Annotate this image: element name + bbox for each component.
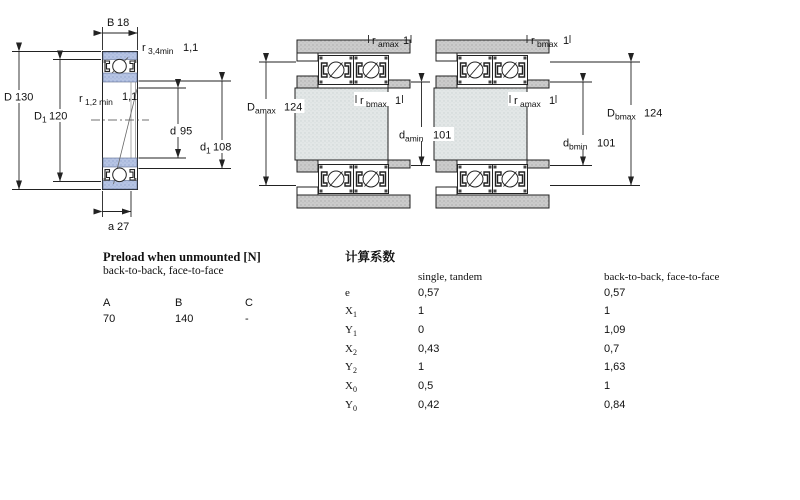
factors-col2-header: back-to-back, face-to-face bbox=[604, 271, 720, 283]
dim-d bbox=[139, 88, 187, 158]
preload-col-c: C bbox=[245, 297, 253, 309]
factor-row-label: $Y_0$ bbox=[345, 398, 357, 413]
dim-d1-label: d bbox=[200, 141, 207, 154]
preload-value-c: - bbox=[245, 312, 249, 325]
dim-Dbmax bbox=[550, 62, 640, 186]
preload-title: Preload when unmounted [N] bbox=[103, 250, 261, 264]
preload-grid bbox=[103, 296, 353, 327]
dim-r12-label: r bbox=[79, 93, 83, 105]
factor-value-b2b: 1 bbox=[604, 379, 611, 392]
dim-r12-value: 1,1 bbox=[122, 91, 138, 103]
dim-r12-sub: 1,2 min bbox=[85, 97, 113, 107]
preload-table bbox=[103, 250, 353, 327]
dim-ramax-sub: amax bbox=[378, 39, 399, 49]
dim-ramax-right-label: r bbox=[514, 95, 518, 107]
factor-value-single: 1 bbox=[418, 361, 425, 374]
dim-a-value: 27 bbox=[117, 221, 130, 233]
factor-value-b2b: 0,84 bbox=[604, 398, 626, 411]
preload-col-a: A bbox=[103, 297, 111, 309]
factors-title: 计算系数 bbox=[345, 250, 396, 264]
inner-ring-top bbox=[103, 73, 137, 82]
preload-value-b: 140 bbox=[175, 312, 194, 325]
dim-d-value: 95 bbox=[180, 125, 193, 138]
factors-grid bbox=[345, 270, 785, 416]
factor-value-single: 0 bbox=[418, 323, 425, 336]
dim-D1-sub: 1 bbox=[42, 114, 47, 125]
preload-subtitle: back-to-back, face-to-face bbox=[103, 265, 224, 277]
back-to-back-figure bbox=[295, 40, 410, 208]
outer-ring-top bbox=[103, 52, 137, 60]
factor-value-b2b: 0,57 bbox=[604, 286, 626, 299]
factor-value-single: 0,43 bbox=[418, 342, 440, 355]
dim-dbmin-value: 101 bbox=[597, 137, 616, 150]
dim-ramax-value: 1 bbox=[403, 35, 410, 47]
calculation-factors-table bbox=[345, 250, 785, 416]
dim-rbmax-value: 1 bbox=[395, 95, 402, 107]
dim-B-value: 18 bbox=[117, 17, 130, 29]
ball-bottom bbox=[113, 168, 127, 182]
dim-damin-value: 101 bbox=[433, 129, 452, 142]
dim-Damax-value: 124 bbox=[284, 101, 303, 114]
dim-B bbox=[103, 27, 138, 50]
factor-value-b2b: 1,09 bbox=[604, 323, 626, 336]
dim-damin-sub: amin bbox=[405, 133, 424, 144]
dim-r34-value: 1,1 bbox=[183, 42, 199, 54]
dim-Dbmax-value: 124 bbox=[644, 107, 663, 120]
preload-value-a: 70 bbox=[103, 312, 116, 325]
dim-rbmax-right-label: r bbox=[531, 35, 535, 47]
dim-dbmin-label: d bbox=[563, 137, 570, 150]
dim-d-label: d bbox=[170, 125, 177, 138]
dim-Damax-sub: amax bbox=[255, 105, 276, 116]
single-bearing-drawing bbox=[0, 0, 245, 240]
factor-value-b2b: 0,7 bbox=[604, 342, 620, 355]
dim-a bbox=[103, 191, 132, 217]
factor-value-b2b: 1 bbox=[604, 305, 611, 318]
factor-row-label: $X_0$ bbox=[345, 379, 357, 395]
dim-d1-sub: 1 bbox=[206, 145, 211, 156]
factor-value-b2b: 1,63 bbox=[604, 361, 626, 374]
dim-d1-value: 108 bbox=[213, 141, 232, 154]
preload-col-b: B bbox=[175, 297, 183, 309]
dim-Dbmax-sub: bmax bbox=[615, 111, 636, 122]
dim-D-value: 130 bbox=[15, 91, 34, 104]
ball-top bbox=[113, 59, 127, 73]
dim-ramax-right-value: 1 bbox=[549, 95, 556, 107]
factor-value-single: 1 bbox=[418, 305, 425, 318]
factor-row-label: e bbox=[345, 286, 350, 299]
dim-rbmax-right-sub: bmax bbox=[537, 39, 558, 49]
dim-a-label: a bbox=[108, 221, 115, 233]
dim-D1-value: 120 bbox=[49, 110, 68, 123]
factor-row-label: $Y_2$ bbox=[345, 361, 357, 376]
factor-row-label: $Y_1$ bbox=[345, 323, 357, 339]
dim-ramax-right-sub: amax bbox=[520, 99, 541, 109]
dim-rbmax-label: r bbox=[360, 95, 364, 107]
factor-value-single: 0,57 bbox=[418, 286, 440, 299]
dim-Damax-label: D bbox=[247, 101, 255, 114]
dim-r34-label: r bbox=[142, 42, 146, 54]
dim-damin bbox=[411, 82, 430, 166]
factor-row-label: $X_2$ bbox=[345, 342, 357, 357]
dim-rbmax-sub: bmax bbox=[366, 99, 387, 109]
dim-B-label: B bbox=[107, 17, 115, 29]
dim-Dbmax-label: D bbox=[607, 107, 615, 120]
dim-Damax bbox=[259, 62, 296, 186]
dim-rbmax-right-value: 1 bbox=[563, 35, 570, 47]
paired-bearing-drawings bbox=[245, 0, 680, 240]
dim-r34-sub: 3,4min bbox=[148, 46, 174, 56]
factors-col1-header: single, tandem bbox=[418, 271, 483, 283]
dim-D-label: D bbox=[4, 91, 12, 104]
face-to-face-figure bbox=[434, 40, 549, 208]
factor-value-single: 0,42 bbox=[418, 398, 440, 411]
dim-ramax-label: r bbox=[372, 35, 376, 47]
factor-value-single: 0,5 bbox=[418, 379, 434, 392]
dim-D1-label: D bbox=[34, 110, 42, 123]
factor-row-label: $X_1$ bbox=[345, 305, 357, 320]
dim-damin-label: d bbox=[399, 129, 406, 142]
dim-dbmin-sub: bmin bbox=[569, 141, 588, 152]
